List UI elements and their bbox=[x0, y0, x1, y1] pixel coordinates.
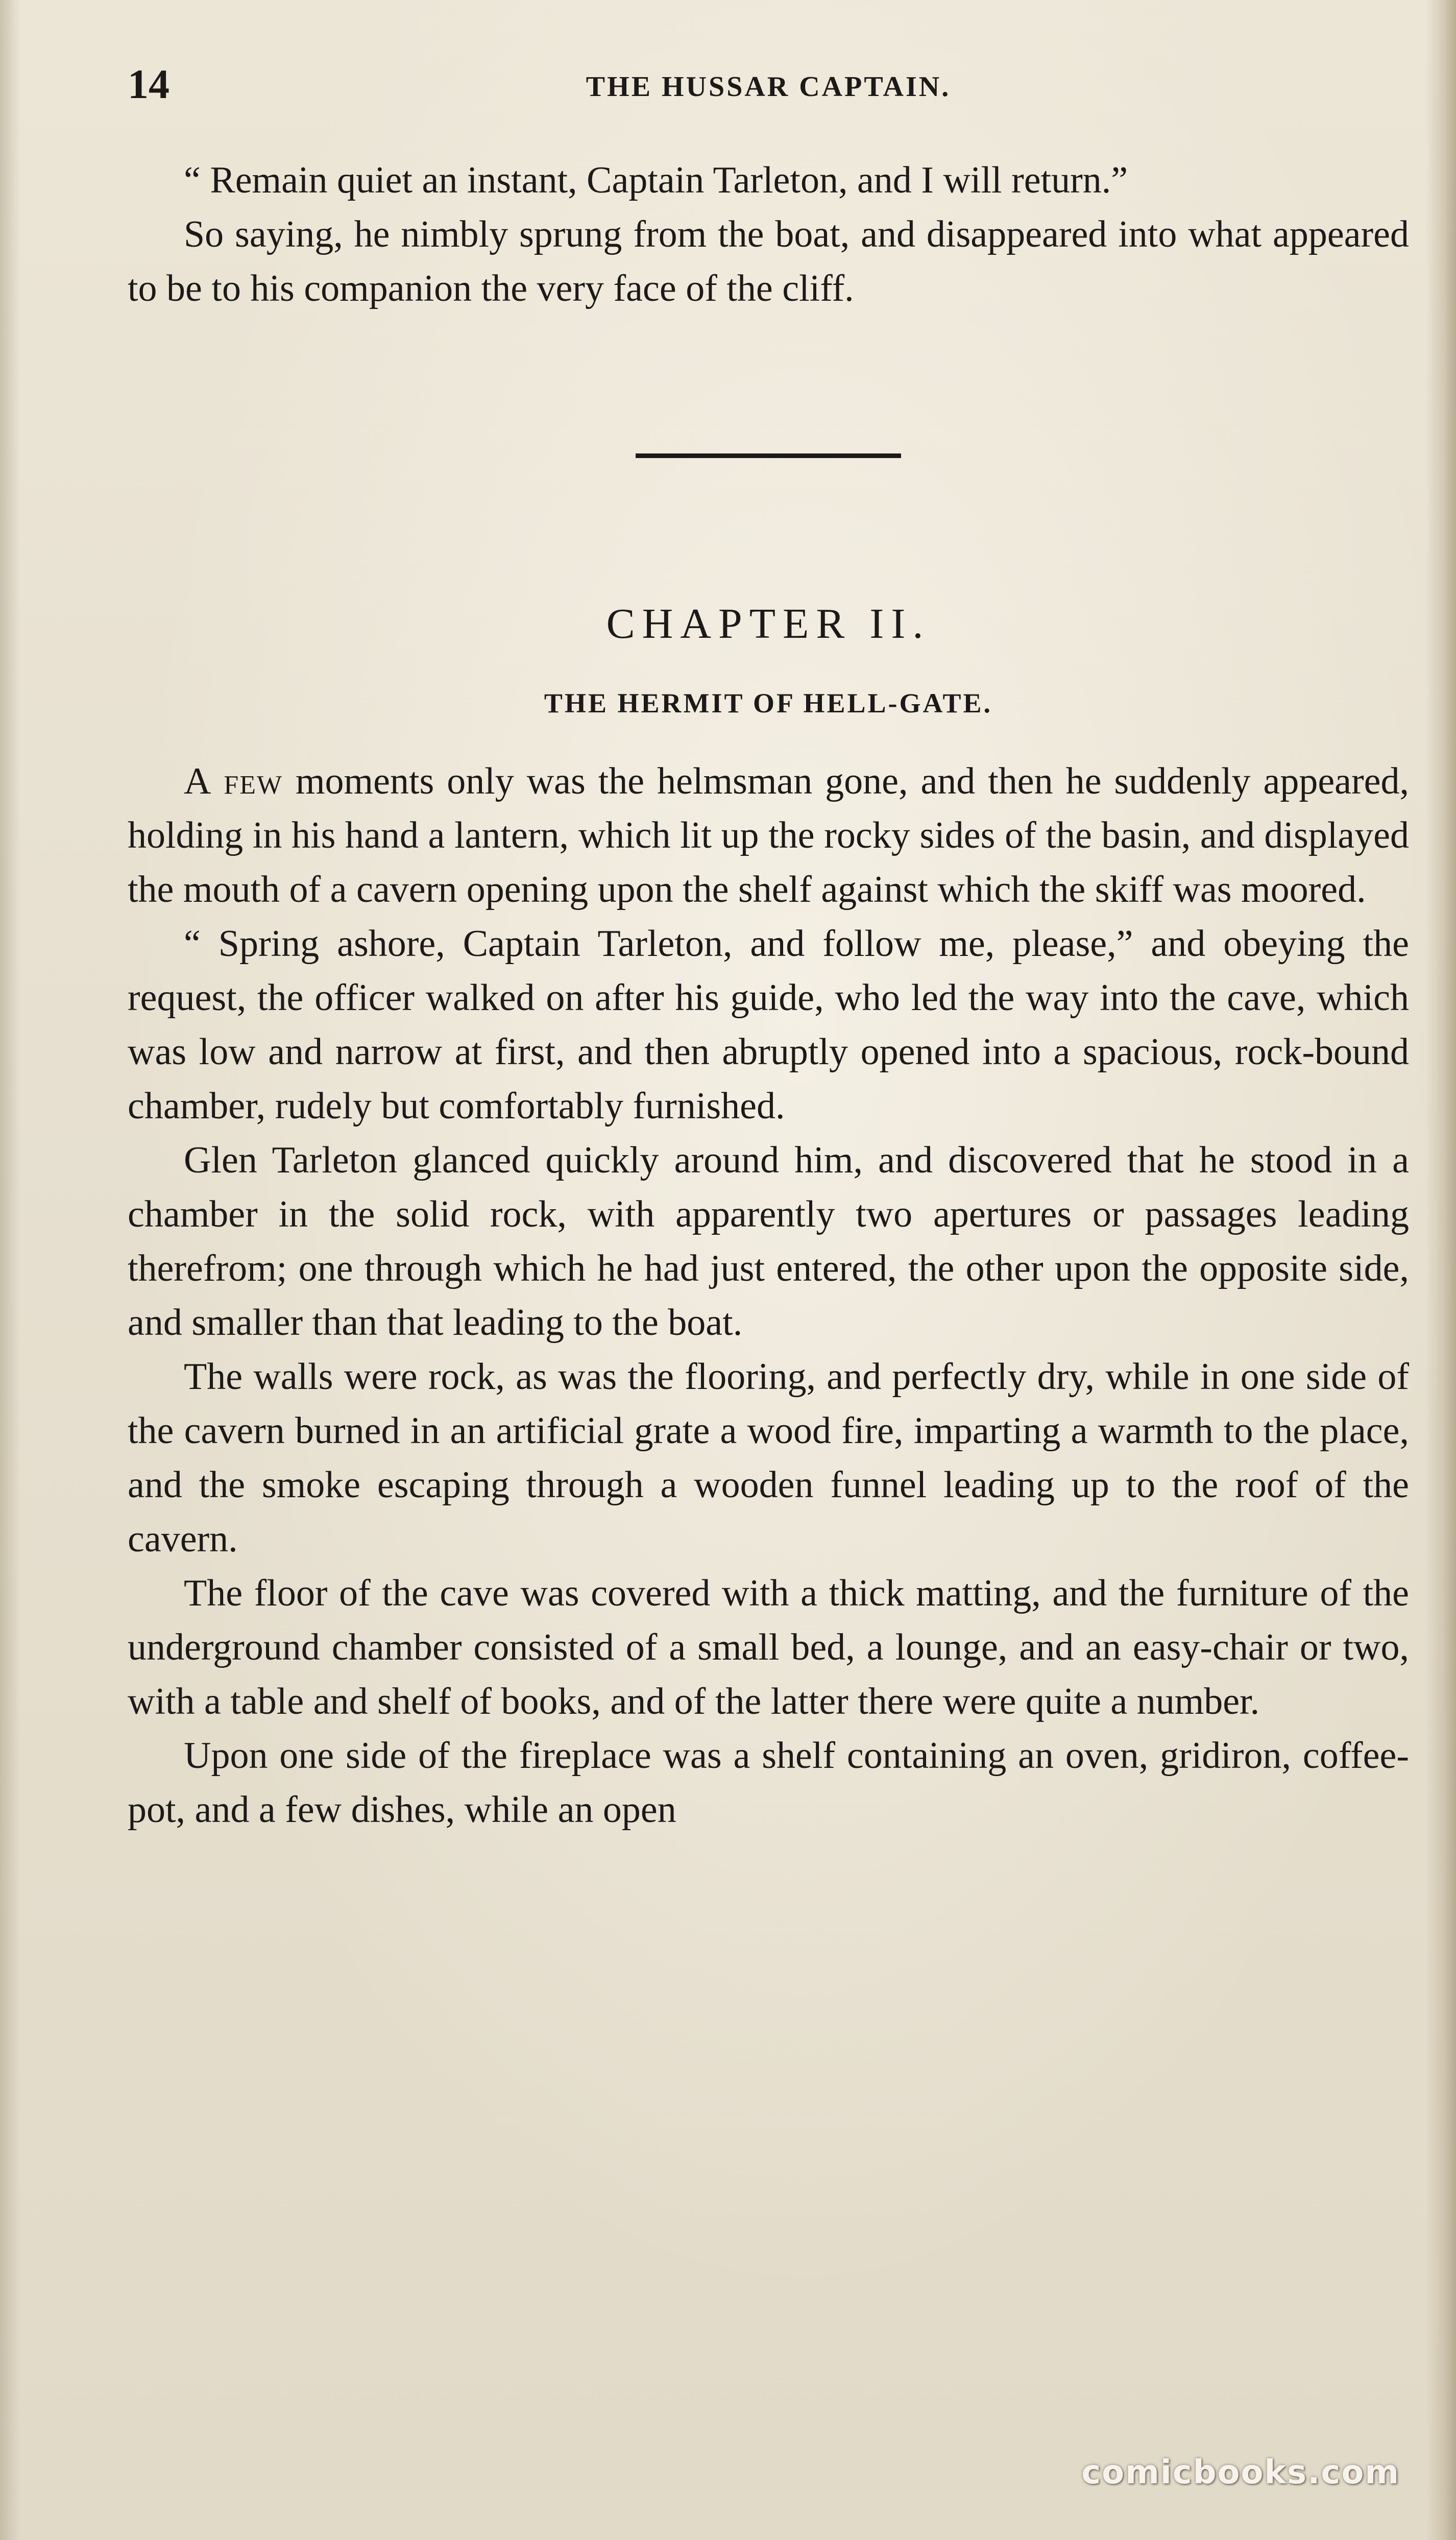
running-head: THE HUSSAR CAPTAIN. bbox=[586, 71, 951, 103]
section-divider bbox=[636, 453, 901, 458]
page-number: 14 bbox=[128, 61, 169, 107]
paragraph: Glen Tarleton glanced quickly around him, and discovered that he stood in a chamber in the solid rock, with apparently two apertures or passages leading therefrom; one through which he had just entered, the other upon the opposite side, and smaller than that leading to the boat. bbox=[128, 1139, 1409, 1344]
paragraph: “ Spring ashore, Captain Tarleton, and follow me, please,” and obeying the request, the officer walked on after his guide, who led the way into the cave, which was low and narrow at first, and then abruptly opened into a spacious, rock-bound chamber, rudely but comfortably furnished. bbox=[128, 923, 1409, 1127]
paragraph: So saying, he nimbly sprung from the boat, and disappeared into what appeared to be to his companion the very face of the cliff. bbox=[128, 213, 1409, 309]
page-shadow-left bbox=[0, 0, 20, 2540]
paragraph: Upon one side of the fireplace was a shelf containing an oven, gridiron, coffee-pot, and a few dishes, while an open bbox=[128, 1735, 1409, 1831]
paragraph bbox=[128, 754, 1409, 917]
page-shadow-right bbox=[1425, 0, 1456, 2540]
body-text bbox=[128, 153, 1409, 1837]
paragraph-text: moments only was the helmsman gone, and then he suddenly appeared, holding in his hand a lantern, which lit up the rocky sides of the basin, and displayed the mouth of a cavern opening upon the shelf against which the skiff was moored. bbox=[128, 760, 1409, 910]
watermark: comicbooks.com bbox=[1081, 2454, 1400, 2491]
chapter-subtitle: THE HERMIT OF HELL-GATE. bbox=[544, 688, 993, 718]
paragraph: “ Remain quiet an instant, Captain Tarleton, and I will return.” bbox=[184, 159, 1128, 201]
lead-in-words: A few bbox=[184, 760, 283, 802]
page-header bbox=[128, 56, 1409, 112]
paragraph: The floor of the cave was covered with a thick matting, and the furniture of the underground chamber consisted of a small bed, a lounge, and an easy-chair or two, with a table and shelf of books, and of the latter there were quite a number. bbox=[128, 1572, 1409, 1722]
paragraph: The walls were rock, as was the flooring, and perfectly dry, while in one side of the cavern burned in an artificial grate a wood fire, imparting a warmth to the place, and the smoke escaping through a wooden funnel leading up to the roof of the cavern. bbox=[128, 1356, 1409, 1560]
chapter-title: CHAPTER II. bbox=[606, 600, 931, 648]
